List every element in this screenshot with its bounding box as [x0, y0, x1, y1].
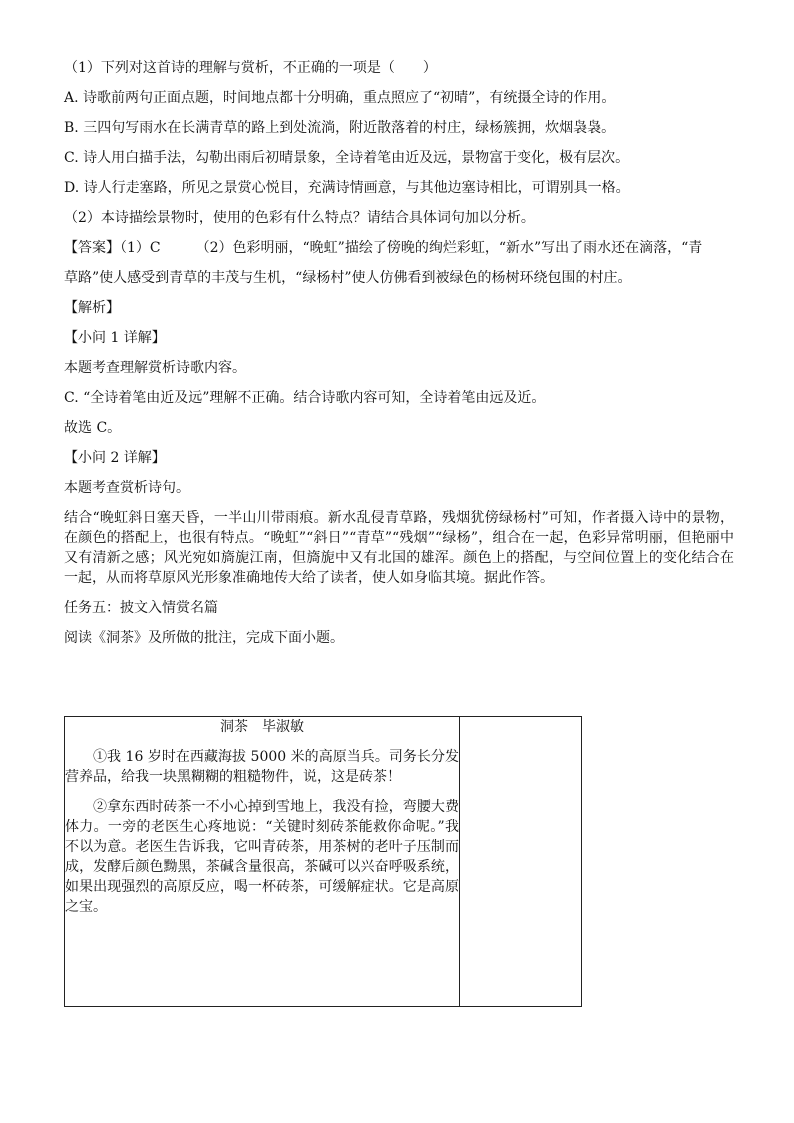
answer-line-1	[64, 238, 734, 258]
answer-text-2: 草路”使人感受到青草的丰茂与生机，“绿杨村”使人仿佛看到被绿色的杨树环绕包围的村庄。	[64, 270, 632, 286]
sub-1-line-1: 本题考查理解赏析诗歌内容。	[64, 360, 246, 376]
option-a: A. 诗歌前两句正面点题，时间地点都十分明确，重点照应了“初晴”，有统摄全诗的作用。	[64, 90, 616, 106]
document-body	[64, 58, 734, 658]
essay-cell	[65, 717, 460, 1007]
essay-paragraph-2: ②拿东西时砖茶一不小心掉到雪地上，我没有捡，弯腰大费体力。一旁的老医生心疼地说：“关键时刻砖茶能救你命呢。”我不以为意。老医生告诉我，它叫青砖茶，用茶树的老叶子压制而成，发酵后颜色黝黑，茶碱含量很高，茶碱可以兴奋呼吸系统，如果出现强烈的高原反应，喝一杯砖茶，可缓解症状。它是高原之宝。	[65, 799, 459, 915]
sub-question-2-label: 【小问 2 详解】	[64, 450, 166, 466]
option-d: D. 诗人行走塞路，所见之景赏心悦目，充满诗情画意，与其他边塞诗相比，可谓别具一格。	[64, 180, 630, 196]
question-1-stem: （1）下列对这首诗的理解与赏析，不正确的一项是（ ）	[64, 60, 437, 76]
essay-title: 洞茶 毕淑敏	[220, 719, 304, 735]
sub-2-line-1: 本题考查赏析诗句。	[64, 480, 190, 496]
option-c: C. 诗人用白描手法，勾勒出雨后初晴景象，全诗着笔由近及远，景物富于变化，极有层次。	[64, 150, 630, 166]
option-b: B. 三四句写雨水在长满青草的路上到处流淌，附近散落着的村庄，绿杨簇拥，炊烟袅袅。	[64, 120, 616, 136]
question-2-stem: （2）本诗描绘景物时，使用的色彩有什么特点？请结合具体词句加以分析。	[64, 210, 535, 226]
sub-1-line-2: C. “全诗着笔由近及远”理解不正确。结合诗歌内容可知，全诗着笔由远及近。	[64, 390, 546, 406]
annotation-cell	[460, 717, 582, 1007]
analysis-label: 【解析】	[64, 300, 120, 316]
essay-table	[64, 716, 582, 1007]
essay-paragraph-1: ①我 16 岁时在西藏海拔 5000 米的高原当兵。司务长分发营养品，给我一块黑糊糊的粗糙物件，说，这是砖茶！	[65, 749, 459, 785]
task-5-title: 任务五：披文入情赏名篇	[64, 600, 218, 616]
sub-1-line-3: 故选 C。	[64, 420, 122, 436]
sub-question-1-label: 【小问 1 详解】	[64, 330, 166, 346]
task-5-instruction: 阅读《洞茶》及所做的批注，完成下面小题。	[64, 630, 344, 646]
sub-2-paragraph: 结合“晚虹斜日塞天昏，一半山川带雨痕。新水乱侵青草路，残烟犹傍绿杨村”可知，作者摄入诗中的景物，在颜色的搭配上，也很有特点。“晚虹”“斜日”“青草”“残烟”“绿杨”，组合在一起，色彩异常明丽，但艳丽中又有清新之感；风光宛如旖旎江南，但旖旎中又有北国的雄浑。颜色上的搭配，与空间位置上的变化结合在一起，从而将草原风光形象准确地传大给了读者，使人如身临其境。据此作答。	[64, 510, 734, 586]
answer-text-1: （1）C （2）色彩明丽，“晚虹”描绘了傍晚的绚烂彩虹，“新水”写出了雨水还在滴落，“青	[120, 240, 703, 256]
answer-label: 【答案】	[64, 240, 120, 256]
